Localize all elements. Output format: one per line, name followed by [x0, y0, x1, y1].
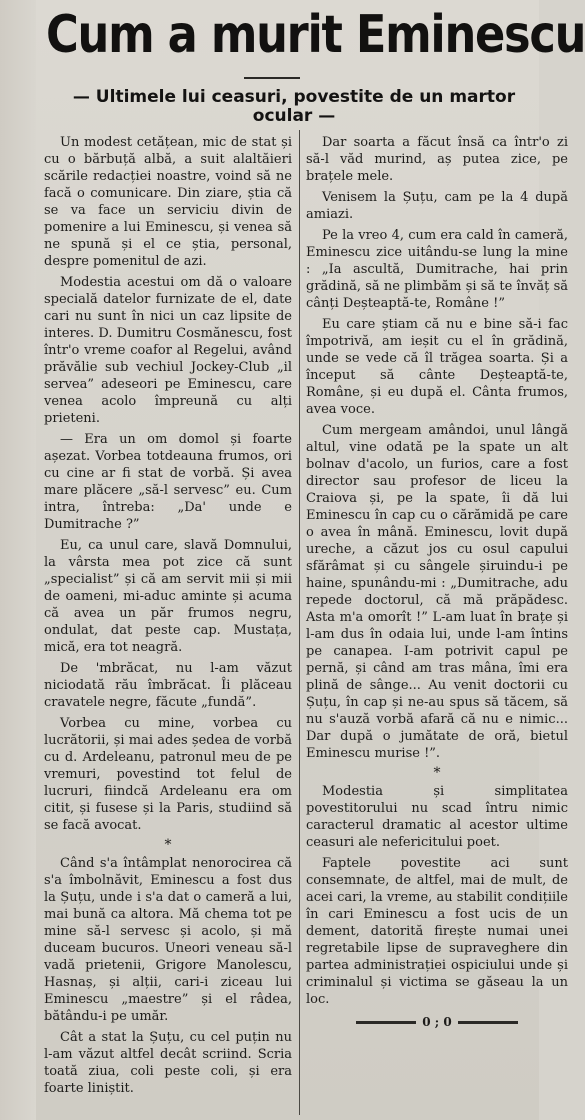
paragraph: Faptele povestite aci sunt consemnate, de altfel, mai de mult, de acei cari, la vreme, au stabilit condițiile în cari Eminescu a fost ucis de un dement, datorită firește numai unei regretabile lipse de supraveghere din partea administrației ospiciului unde și criminalul și victima se găseau la un loc.: [306, 856, 568, 1007]
paragraph: Vorbea cu mine, vorbea cu lucrătorii, și mai ades ședea de vorbă cu d. Ardeleanu, patronul meu de pe vremuri, povestind tot felul de lucruri, fiindcă Ardeleanu era om citit, și fusese și la Paris, studiind să se facă avocat.: [44, 716, 292, 833]
paragraph: Modestia acestui om dă o valoare specială datelor furnizate de el, date cari nu sunt în nici un caz lipsite de interes. D. Dumitru Cosmănescu, fost într'o vreme coafor al Regelui, având prăvălie sub vechiul Jockey-Club „il servea” adeseori pe Eminescu, care venea acolo împreună cu alți prieteni.: [44, 275, 292, 426]
paragraph: De 'mbrăcat, nu l-am văzut niciodată rău îmbrăcat. Îi plăceau cravatele negre, făcute „fundă”.: [44, 661, 292, 710]
column-divider: [299, 130, 300, 1115]
paragraph: Eu, ca unul care, slavă Domnului, la vârsta mea pot zice că sunt „specialist” și că am servit mii și mii de oameni, mi-aduc aminte și acuma că avea un păr frumos negru, ondulat, dat peste cap. Mustața, mică, era tot neagră.: [44, 538, 292, 655]
paragraph: Dar soarta a făcut însă ca într'o zi să-l văd murind, aș putea zice, pe brațele mele.: [306, 135, 568, 184]
section-separator: *: [433, 765, 441, 781]
paragraph: Pe la vreo 4, cum era cald în cameră, Eminescu zice uitându-se lung la mine : „Ia ascultă, Dumitrache, hai prin grădină, să ne plimbăm și să te învăț să cânți Deșteaptă-te, Române !”: [306, 228, 568, 311]
paragraph: — Era un om domol și foarte așezat. Vorbea totdeauna frumos, ori cu cine ar fi stat de vorbă. Și avea mare plăcere „să-l servesc” eu. Cum intra, întreba: „Da' unde e Dumitrache ?”: [44, 432, 292, 532]
end-rule-right: [458, 1021, 518, 1024]
paragraph: Când s'a întâmplat nenorocirea că s'a îmbolnăvit, Eminescu a fost dus la Șuțu, unde i s'a dat o cameră a lui, mai bună ca altora. Mă chema tot pe mine să-l servesc și acolo, și mă duceam bucuros. Uneori veneau să-l vadă prietenii, Grigore Manolescu, Hasnaș, și alții, cari-i ziceau lui Eminescu „maestre” și el râdea, bătându-i pe umăr.: [44, 856, 292, 1024]
paragraph: Un modest cetățean, mic de stat și cu o bărbuță albă, a suit alaltăieri scările redacției noastre, voind să ne facă o comunicare. Din ziare, știa că se va face un serviciu divin de pomenire a lui Eminescu, și venea să ne spună și el ce știa, personal, despre pomenitul de azi.: [44, 135, 292, 269]
page-margin: [0, 0, 36, 1120]
paragraph: Eu care știam că nu e bine să-i fac împotrivă, am ieșit cu el în grădină, unde se vede că îl trăgea soarta. Și a început să cânte Deșteaptă-te, Române, și eu după el. Cânta frumos, avea voce.: [306, 317, 568, 417]
article-end-mark: [306, 1014, 568, 1031]
paragraph: Venisem la Șuțu, cam pe la 4 după amiazi.: [306, 190, 568, 222]
paragraph: Modestia și simplitatea povestitorului nu scad întru nimic caracterul dramatic al acestor ultime ceasuri ale nefericitului poet.: [306, 784, 568, 850]
left-column: [44, 134, 292, 1101]
article-headline: Cum a murit Eminescu: [46, 5, 585, 65]
paragraph: Cum mergeam amândoi, unul lângă altul, vine odată pe la spate un alt bolnav d'acolo, un furios, care a fost director sau profesor de liceu la Craiova și, pe la spate, îi dă lui Eminescu în cap cu o cărămidă pe care o avea în mână. Eminescu, lovit după ureche, a căzut jos cu osul capului sfărâmat și cu sângele șiruindu-i pe haine, spunându-mi : „Dumitrache, adu repede doctorul, că mă prăpădesc. Asta m'a omorît !” L-am luat în brațe și l-am dus în odaia lui, unde l-am întins pe canapea. I-am potrivit capul pe pernă, și când am tras mâna, îmi era plină de sânge... Au venit doctorii cu Șuțu, în cap și ne-au spus să tăcem, să nu s'auză vorbă afară că nu e nimic... Dar după o jumătate de oră, bietul Eminescu murise !”.: [306, 423, 568, 761]
right-column: [306, 134, 568, 1031]
article-subheadline: — Ultimele lui ceasuri, povestite de un martor ocular —: [72, 87, 516, 126]
end-mark-text: 0 ; 0: [422, 1015, 452, 1029]
paragraph: Cât a stat la Șuțu, cu cel puțin nu l-am văzut altfel decât scriind. Scria toată ziua, coli peste coli, și era foarte liniștit.: [44, 1030, 292, 1096]
end-rule-left: [356, 1021, 416, 1024]
headline-rule: [244, 77, 300, 79]
section-separator: *: [164, 837, 172, 853]
